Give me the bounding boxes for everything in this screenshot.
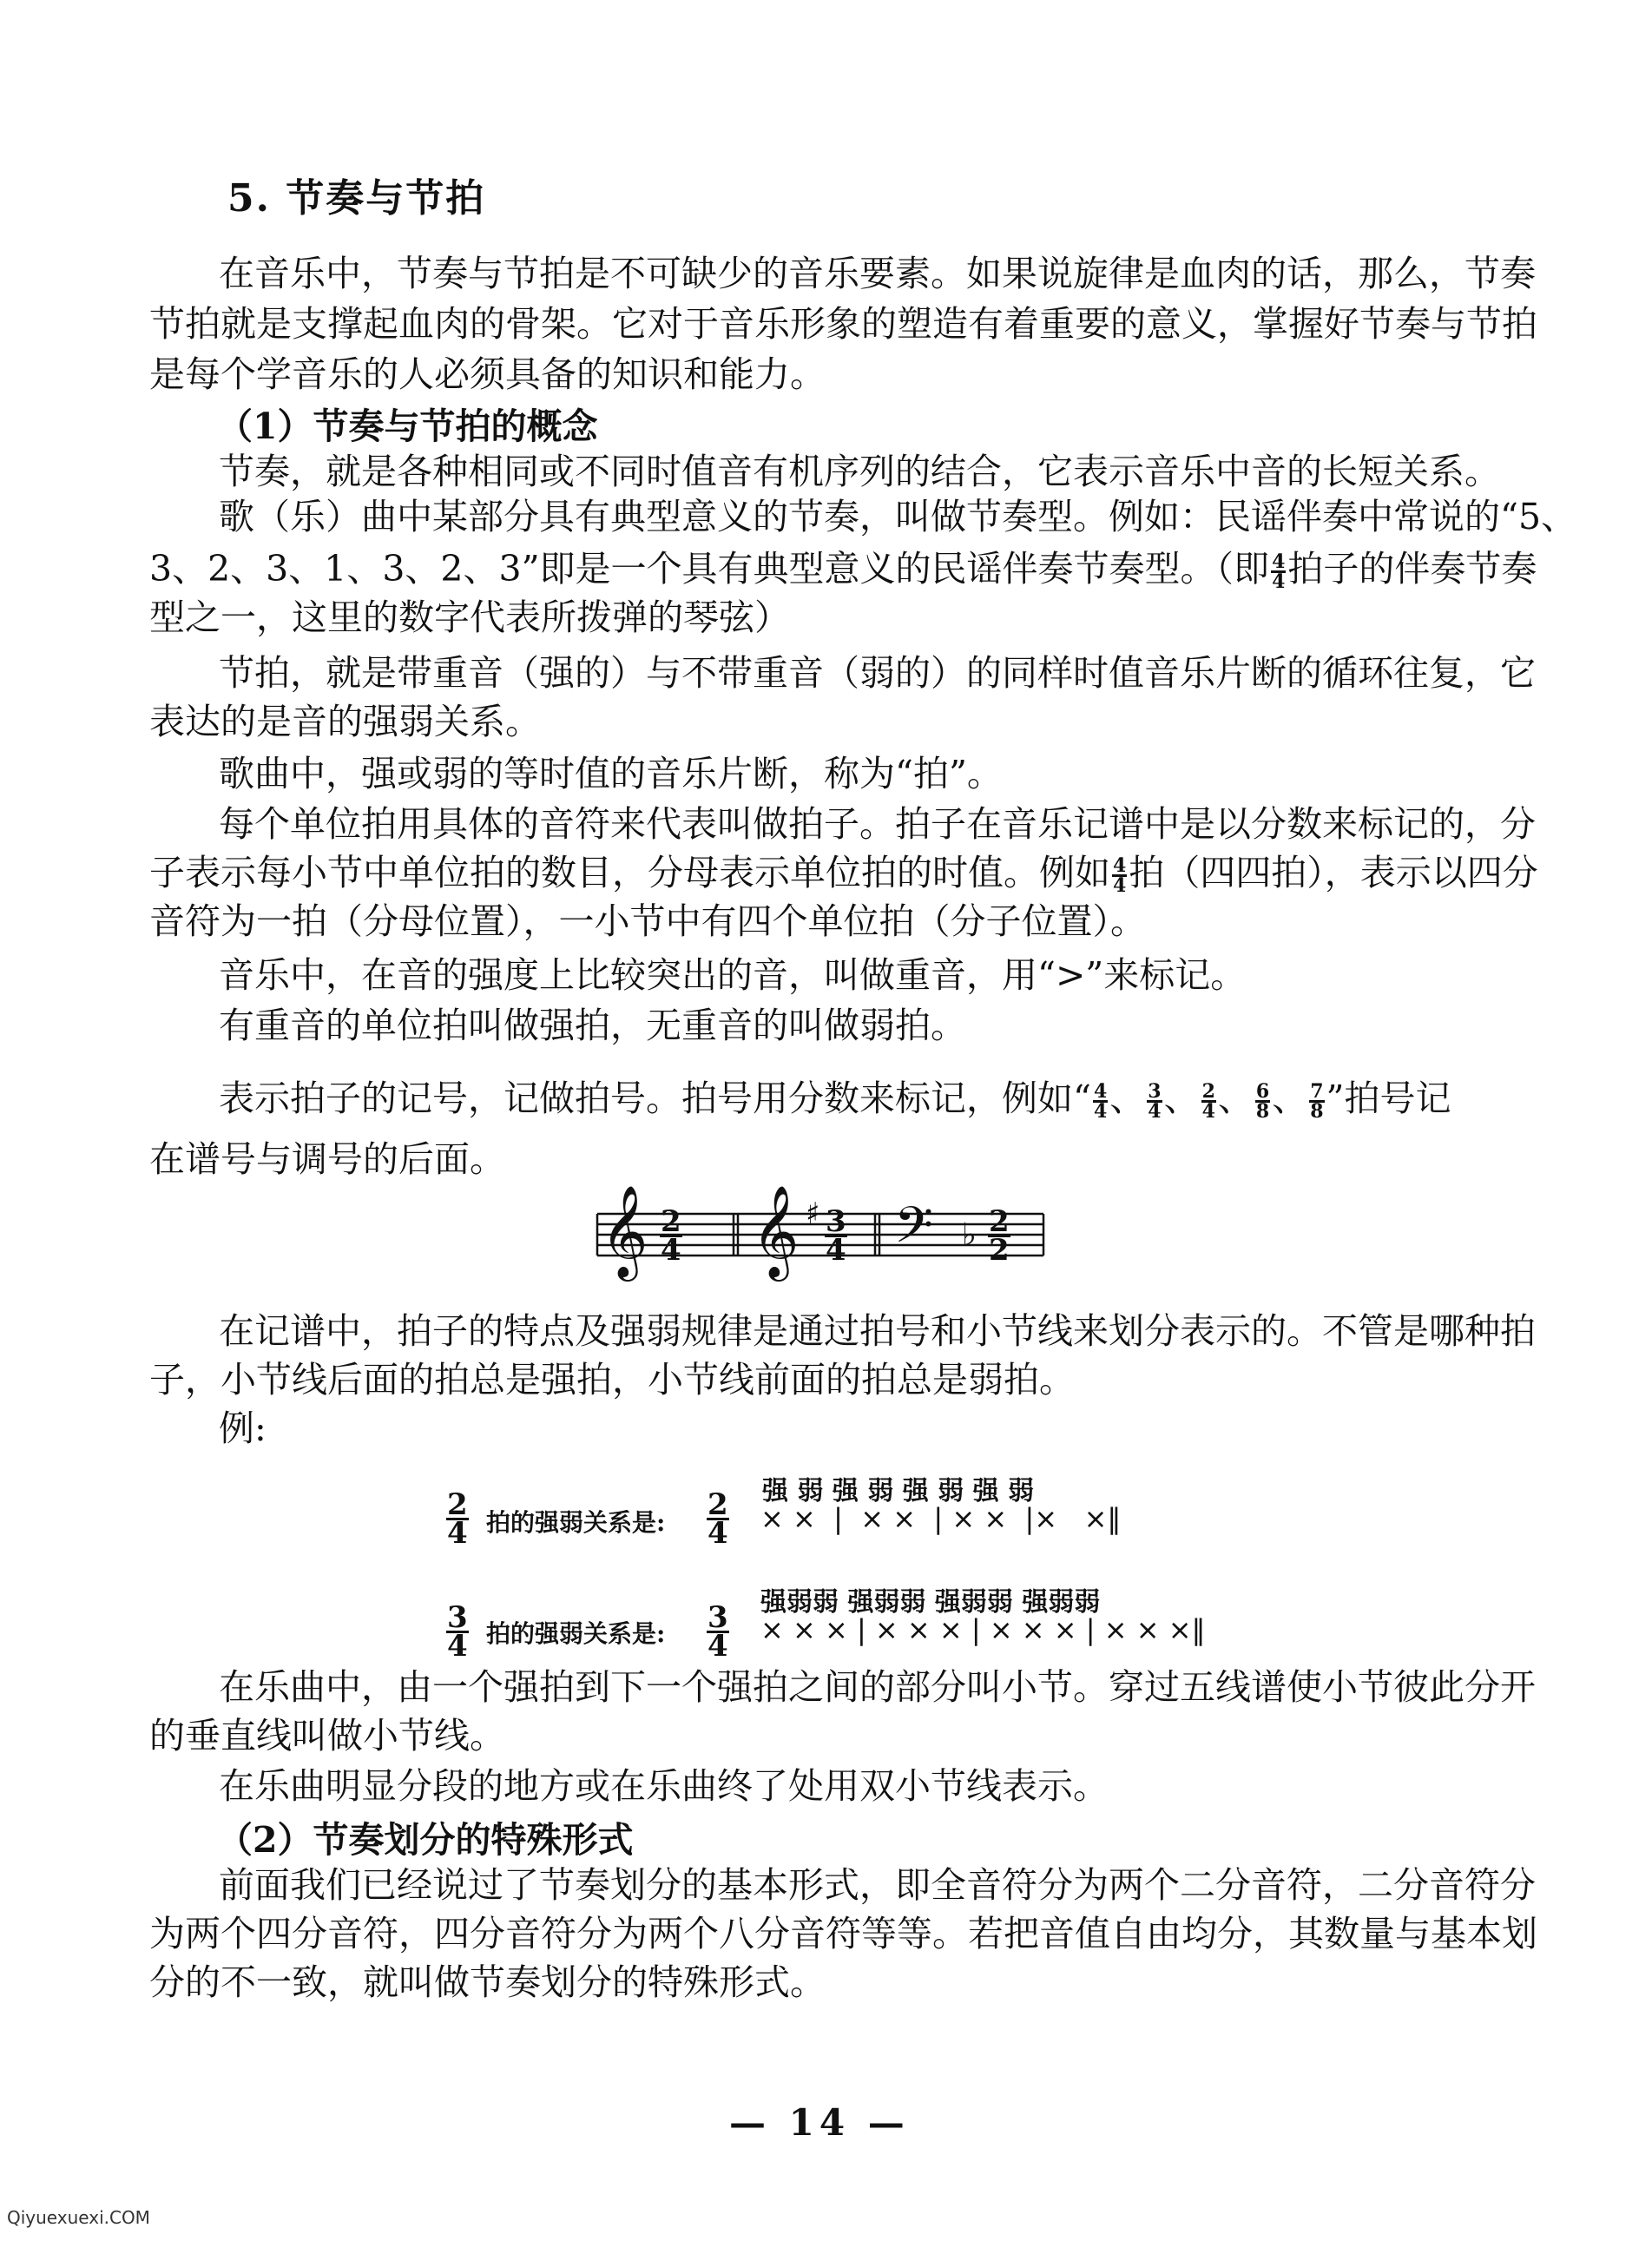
bar-line-text-2: 子，小节线后面的拍总是强拍，小节线前面的拍总是弱拍。 (149, 1359, 1075, 1401)
sig-text-b: ”拍号记 (1326, 1078, 1451, 1119)
meter-line-2 (149, 851, 1538, 897)
section-heading: 5. 节奏与节拍 (227, 176, 486, 221)
pattern-line-1: 歌（乐）曲中某部分具有典型意义的节奏，叫做节奏型。例如：民谣伴奏中常说的“5、 (219, 496, 1577, 537)
intro-line-3: 是每个学音乐的人必须具备的知识和能力。 (149, 353, 826, 395)
example-fraction-3-4-b: $\frac{3}{4}$ (708, 1600, 728, 1664)
fraction-3-4: $\frac{3}{4}$ (1148, 1080, 1162, 1123)
beat-line-1: 节拍，就是带重音（强的）与不带重音（弱的）的同样时值音乐片断的循环往复，它 (219, 652, 1536, 694)
flat-icon: ♭ (962, 1217, 977, 1253)
rhythm-seq-2: × × × | × × × | × × × | × × ×‖ (760, 1613, 1206, 1646)
staff-fraction-2-4: $\frac{2}{4}$ (661, 1204, 681, 1268)
intro-line-2: 节拍就是支撑起血肉的骨架。它对于音乐形象的塑造有着重要的意义，掌握好节奏与节拍 (149, 303, 1537, 345)
pattern-line-2 (149, 547, 1537, 593)
rhythm-definition: 节奏，就是各种相同或不同时值音有机序列的结合，它表示音乐中音的长短关系。 (219, 451, 1500, 492)
rhythm-heads-1: 强 弱 强 弱 强 弱 强 弱 (762, 1476, 1035, 1506)
example-label: 例: (219, 1407, 267, 1449)
sig-sep-3: 、 (1217, 1078, 1254, 1119)
rhythm-label-1: 拍的强弱关系是: (486, 1508, 666, 1537)
example-fraction-3-4-a: $\frac{3}{4}$ (447, 1600, 468, 1664)
rhythm-label-2: 拍的强弱关系是: (486, 1619, 666, 1648)
meter-line-1: 每个单位拍用具体的音符来代表叫做拍子。拍子在音乐记谱中是以分数来标记的，分 (219, 803, 1536, 845)
meter-line-2b: 拍（四四拍），表示以四分 (1129, 852, 1538, 893)
double-bar-line: 在乐曲明显分段的地方或在乐曲终了处用双小节线表示。 (219, 1765, 1109, 1807)
sig-sep-2: 、 (1163, 1078, 1200, 1119)
example-fraction-2-4-a: $\frac{2}{4}$ (447, 1487, 468, 1551)
bar-line-text-1: 在记谱中，拍子的特点及强弱规律是通过拍号和小节线来划分表示的。不管是哪种拍 (219, 1310, 1536, 1352)
treble-clef-icon-2: 𝄞 (752, 1184, 800, 1277)
staff-illustration (590, 1184, 1050, 1283)
special-line-1: 前面我们已经说过了节奏划分的基本形式，即全音符分为两个二分音符，二分音符分 (219, 1864, 1536, 1906)
fraction-4-4: $\frac{4}{4}$ (1272, 550, 1286, 593)
sig-sep-4: 、 (1272, 1078, 1308, 1119)
intro-line-1: 在音乐中，节奏与节拍是不可缺少的音乐要素。如果说旋律是血肉的话，那么，节奏 (219, 253, 1536, 294)
strong-weak-line: 有重音的单位拍叫做强拍，无重音的叫做弱拍。 (219, 1005, 966, 1046)
meter-line-3: 音符为一拍（分母位置），一小节中有四个单位拍（分子位置）。 (149, 900, 1146, 942)
fraction-2-4: $\frac{2}{4}$ (1201, 1080, 1215, 1123)
treble-clef-icon: 𝄞 (601, 1184, 648, 1277)
accent-line: 音乐中，在音的强度上比较突出的音，叫做重音，用“>”来标记。 (219, 954, 1247, 996)
rhythm-seq-1: × × | × × | × × |× ×‖ (760, 1502, 1122, 1535)
staff-fraction-3-4: $\frac{3}{4}$ (826, 1204, 846, 1268)
beat-line-2: 表达的是音的强弱关系。 (149, 701, 541, 742)
watermark: Qiyuexuexi.COM (7, 2207, 150, 2228)
sharp-icon: ♯ (806, 1196, 820, 1231)
sig-text-a: 表示拍子的记号，记做拍号。拍号用分数来标记，例如“ (219, 1078, 1091, 1119)
pai-line: 歌曲中，强或弱的等时值的音乐片断，称为“拍”。 (219, 753, 1003, 794)
pattern-line-3: 型之一，这里的数字代表所拨弹的琴弦） (149, 597, 790, 638)
fraction-4-4-c: $\frac{4}{4}$ (1093, 1080, 1108, 1123)
example-fraction-2-4-b: $\frac{2}{4}$ (708, 1487, 728, 1551)
page-number: — 14 — (729, 2101, 910, 2144)
sig-sep-1: 、 (1109, 1078, 1146, 1119)
measure-line-1: 在乐曲中，由一个强拍到下一个强拍之间的部分叫小节。穿过五线谱使小节彼此分开 (219, 1666, 1536, 1708)
subheading-2: （2）节奏划分的特殊形式 (217, 1819, 634, 1861)
pattern-line-2b: 拍子的伴奏节奏 (1287, 548, 1537, 590)
time-signature-line-2: 在谱号与调号的后面。 (149, 1138, 505, 1180)
fraction-7-8: $\frac{7}{8}$ (1310, 1080, 1324, 1123)
staff-fraction-2-2: $\frac{2}{2}$ (989, 1204, 1010, 1268)
special-line-2: 为两个四分音符，四分音符分为两个八分音符等等。若把音值自由均分，其数量与基本划 (149, 1913, 1537, 1954)
subheading-1: （1）节奏与节拍的概念 (217, 405, 598, 447)
meter-line-2a: 子表示每小节中单位拍的数目，分母表示单位拍的时值。例如 (149, 852, 1110, 893)
special-line-3: 分的不一致，就叫做节奏划分的特殊形式。 (149, 1961, 826, 2003)
pattern-line-2a: 3、2、3、1、3、2、3”即是一个具有典型意义的民谣伴奏节奏型。（即 (149, 548, 1270, 590)
bass-clef-icon: 𝄢 (894, 1196, 934, 1267)
rhythm-heads-2: 强弱弱 强弱弱 强弱弱 强弱弱 (760, 1587, 1101, 1618)
time-signature-line-1 (219, 1077, 1573, 1123)
measure-line-2: 的垂直线叫做小节线。 (149, 1715, 505, 1757)
fraction-6-8: $\frac{6}{8}$ (1255, 1080, 1270, 1123)
fraction-4-4-b: $\frac{4}{4}$ (1113, 854, 1127, 897)
